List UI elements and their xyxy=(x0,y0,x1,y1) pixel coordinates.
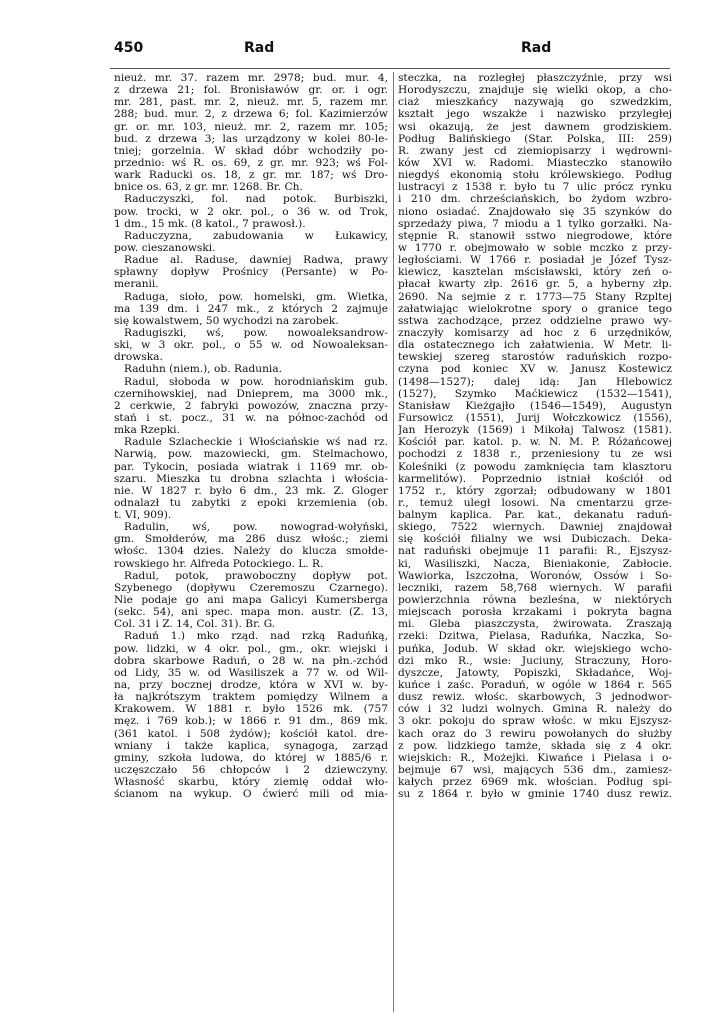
text-line: Kościół par. katol. p. w. N. M. P. Różańcowej xyxy=(398,436,672,449)
text-line: z drzewa 21; fol. Bronisławów gr. or. i ogr. xyxy=(114,84,388,97)
text-line: (1527), Szymko Maćkiewicz (1532—1541), xyxy=(398,387,672,400)
text-line: wsi okazują, że jest dawnem grodziskiem. xyxy=(398,120,672,133)
text-line: (sekc. 54), ani spec. mapa mon. austr. (Z. 13, xyxy=(114,606,388,619)
text-line: 1 dm., 15 mk. (8 katol., 7 prawosł.). xyxy=(114,217,306,230)
text-line: Stanisław Kieżgajło (1546—1549), Augustyn xyxy=(398,399,672,412)
text-line: ski, w 3 okr. pol., o 55 w. od Nowoaleksan- xyxy=(114,339,388,352)
text-line: ścianom na wykup. O ćwierć mili od mia- xyxy=(114,788,388,801)
text-line: gr. or. mr. 103, nieuż. mr. 2, razem mr. 105; xyxy=(114,120,388,133)
text-line: dyszcze, Jatowty, Popiszki, Składańce, Woj- xyxy=(398,666,672,679)
text-line: ciaż mieszkańcy nazywają go szwedzkim, xyxy=(398,96,672,109)
text-line: płacał kwarty złp. 2616 gr. 5, a hyberny złp. xyxy=(398,278,672,291)
text-line: lustracyi z 1538 r. było tu 7 ulic prócz rynku xyxy=(398,181,672,194)
text-line: rowskiego hr. Alfreda Potockiego. L. R. xyxy=(114,557,324,570)
text-line: pochodzi z 1838 r., przeniesiony tu ze wsi xyxy=(398,448,672,461)
text-line: dusz rewiz. włośc. skarbowych, 3 jednodwor- xyxy=(398,691,672,704)
text-line: bud. z drzewa 3; las urządzony w kolei 80-le- xyxy=(114,132,388,145)
text-line: wiejskich: R., Możejki. Kiwańce i Pielasa i o- xyxy=(398,751,672,764)
right-column xyxy=(398,72,672,800)
text-line: Jan Herozyk (1569) i Mikołaj Talwosz (1581). xyxy=(398,424,672,437)
text-line: Horodyszczu, znajduje się wielki okop, a cho- xyxy=(398,84,672,97)
text-line: z pow. lidzkiego tamże, składa się z 4 okr. xyxy=(398,739,672,752)
running-head-right: Rad xyxy=(521,40,552,56)
text-line: dla ostatecznego ich załatwienia. W Metr. li- xyxy=(398,339,672,352)
left-column xyxy=(114,72,388,800)
text-line: dzi mko R., wsie: Juciuny, Straczuny, Horo- xyxy=(398,654,672,667)
text-line: przednio: wś R. os. 69, z gr. mr. 923; wś Fol- xyxy=(114,156,388,169)
header-rule xyxy=(110,68,670,69)
text-line: wniany i także kaplica, synagoga, zarząd xyxy=(114,739,388,752)
text-line: Szybenego (dopływu Czeremoszu Czarnego). xyxy=(114,581,388,594)
text-line: Radul, potok, prawoboczny dopływ pot. xyxy=(124,569,388,582)
text-line: pow. lidzki, w 4 okr. pol., gm., okr. wiejski i xyxy=(114,642,388,655)
page-header xyxy=(0,40,720,64)
text-line: 3 okr. pokoju do spraw włośc. w mku Ejszysz- xyxy=(398,715,672,728)
text-line: bejmuje 67 wsi, mających 536 dm., zamiesz- xyxy=(398,764,672,777)
text-line: spławny dopływ Prośnicy (Persante) w Po- xyxy=(114,266,388,279)
text-line: ła najkrótszym traktem pomiędzy Wilnem a xyxy=(114,691,388,704)
text-line: znaczyły komisarzy ad hoc z 6 urzędników, xyxy=(398,326,672,339)
text-line: karmelitów). Poprzednio istniał kościół od xyxy=(398,472,672,485)
text-line: kształt jego wszakże i nazwisko przyległej xyxy=(398,108,672,121)
text-line: 1752 r., który zgorzał; odbudowany w 1801 xyxy=(398,484,672,497)
text-line: pow. trocki, w 2 okr. pol., o 36 w. od Trok, xyxy=(114,205,388,218)
text-line: w 1770 r. obejmowało w sobie mczko z przy- xyxy=(398,241,672,254)
text-line: Własność skarbu, który ziemię oddał wło- xyxy=(114,776,388,789)
text-line: Raduhn (niem.), ob. Radunia. xyxy=(124,363,282,376)
text-line: t. VI, 909). xyxy=(114,509,172,522)
text-line: Podług Balińskiego (Star. Polska, III: 259) xyxy=(398,132,672,145)
text-line: Raduń 1.) mko rząd. nad rzką Raduńką, xyxy=(124,630,388,643)
text-line: się kowalstwem, 50 wychodzi na zarobek. xyxy=(114,314,339,327)
text-line: (1498—1527); dalej idą: Jan Hlebowicz xyxy=(398,375,672,388)
text-line: kuńce i zaśc. Poraduń, w ogóle w 1864 r. 565 xyxy=(398,679,672,692)
text-line: puńka, Jodub. W skład okr. wiejskiego wcho- xyxy=(398,642,672,655)
column-divider xyxy=(393,72,394,1012)
text-line: par. Tykocin, posiada wiatrak i 1169 mr. ob- xyxy=(114,460,388,473)
text-line: i 210 dm. chrześciańskich, bo żydom wzbro- xyxy=(398,193,672,206)
text-line: miejscach porosła krzakami i pokryta bagna xyxy=(398,606,672,619)
text-line: stępnie R. stanowił sstwo niegrodowe, które xyxy=(398,229,672,242)
text-line: tewskiej szereg starostów raduńskich rozpo- xyxy=(398,351,672,364)
text-line: na, przy bocznej drodze, która w XVI w. by- xyxy=(114,679,388,692)
text-line: Radul, słoboda w pow. horodniańskim gub. xyxy=(124,375,388,388)
text-line: drowska. xyxy=(114,351,163,364)
text-line: nat raduński obejmuje 11 parafii: R., Ejszysz- xyxy=(398,545,672,558)
text-line: Radule Szlacheckie i Włościańskie wś nad rz. xyxy=(124,436,388,449)
text-line: tniej; gorzelnia. W skład dóbr wchodziły po- xyxy=(114,144,388,157)
text-line: R. zwany jest cd ziemiopisarzy i wędrowni- xyxy=(398,144,672,157)
text-line: kach oraz do 3 rewiru powołanych do służby xyxy=(398,727,672,740)
text-line: Fursowicz (1551), Jurij Wołczkowicz (1556), xyxy=(398,411,672,424)
text-line: mr. 281, past. mr. 2, nieuż. mr. 5, razem mr. xyxy=(114,96,388,109)
text-line: rzeki: Dzitwa, Pielasa, Raduńka, Naczka, So- xyxy=(398,630,672,643)
text-line: wark Raducki os. 18, z gr. mr. 187; wś Dro- xyxy=(114,169,388,182)
text-line: kałych przez 6969 mk. włościan. Podług spi- xyxy=(398,776,672,789)
text-line: uczęszczało 56 chłopców i 2 dziewczyny. xyxy=(114,764,388,777)
text-line: 288; bud. mur. 2, z drzewa 6; fol. Kazimierzów xyxy=(114,108,388,121)
text-line: niegdyś ekonomią stołu królewskiego. Podług xyxy=(398,169,672,182)
text-line: Col. 31 i Z. 14, Col. 31). Br. G. xyxy=(114,618,276,631)
text-line: gminy, szkoła ludowa, do której w 1885/6 r. xyxy=(114,751,388,764)
text-line: Narwią, pow. mazowiecki, gm. Stelmachowo, xyxy=(114,448,388,461)
text-line: pow. cieszanowski. xyxy=(114,241,216,254)
text-line: gm. Smołderów, ma 286 dusz włośc.; ziemi xyxy=(114,533,388,546)
text-line: stań i st. pocz., 31 w. na północ-zachód od xyxy=(114,411,388,424)
text-line: ków XVI w. Radomi. Miasteczko stanowiło xyxy=(398,156,672,169)
text-line: dobra skarbowe Raduń, o 28 w. na płn.-zchód xyxy=(114,654,388,667)
text-line: balnym kaplica. Par. kat., dekanatu raduń- xyxy=(398,509,672,522)
running-head-left: Rad xyxy=(244,40,275,56)
text-line: czernihowskiej, nad Dnieprem, ma 3000 mk., xyxy=(114,387,388,400)
text-line: ców i 32 ludzi wolnych. Gmina R. należy do xyxy=(398,703,672,716)
text-line: Radulin, wś, pow. nowograd-wołyński, xyxy=(124,521,388,534)
text-line: odnalazł tu zabytki z epoki krzemienia (ob. xyxy=(114,496,388,509)
text-line: kiewicz, kasztelan mścisławski, który zeń o- xyxy=(398,266,672,279)
text-line: Raduczyzna, zabudowania w Łukawicy, xyxy=(124,229,388,242)
text-line: leczniki, razem 58,768 wiernych. W parafii xyxy=(398,581,672,594)
text-line: się kościół filialny we wsi Dubiczach. Deka- xyxy=(398,533,672,546)
text-line: skiego, 7522 wiernych. Dawniej znajdował xyxy=(398,521,672,534)
text-line: ma 139 dm. i 247 mk., z których 2 zajmuje xyxy=(114,302,388,315)
text-line: ki, Wasiliszki, Nacza, Bieniakonie, Zabłocie. xyxy=(398,557,672,570)
text-line: Wawiorka, Iszczołna, Woronów, Ossów i So- xyxy=(398,569,672,582)
text-line: bnice os. 63, z gr. mr. 1268. Br. Ch. xyxy=(114,181,303,194)
text-line: Koleśniki (z powodu zamknięcia tam klasztoru xyxy=(398,460,672,473)
text-line: mka Rzepki. xyxy=(114,424,180,437)
text-line: Raduga, sioło, pow. homelski, gm. Wietka, xyxy=(124,290,388,303)
text-line: steczka, na rozległej płaszczyźnie, przy wsi xyxy=(398,72,672,84)
text-line: sprzedaży piwa, 7 miodu a 1 tylko gorzałki. Na- xyxy=(398,217,672,230)
text-line: (361 katol. i 508 żydów); kościół katol. dre- xyxy=(114,727,388,740)
text-line: meranii. xyxy=(114,278,159,291)
text-line: Krakowem. W 1881 r. było 1526 mk. (757 xyxy=(114,703,388,716)
text-line: nie. W 1827 r. było 6 dm., 23 mk. Z. Gloger xyxy=(114,484,388,497)
text-line: niono osiadać. Znajdowało się 35 szynków do xyxy=(398,205,672,218)
text-line: szaru. Mieszka tu drobna szlachta i włościa- xyxy=(114,472,388,485)
text-line: czyna pod koniec XV w. Janusz Kostewicz xyxy=(398,363,672,376)
text-line: nieuż. mr. 37. razem mr. 2978; bud. mur. 4, xyxy=(114,72,388,84)
text-line: ległościami. W 1766 r. posiadał je Józef Tysz- xyxy=(398,254,672,267)
text-line: Radugiszki, wś, pow. nowoaleksandrow- xyxy=(124,326,388,339)
text-line: sstwa zachodzące, przez oddzielne prawo wy- xyxy=(398,314,672,327)
text-line: 2 cerkwie, 2 fabryki powozów, znaczna przy- xyxy=(114,399,388,412)
text-line: męz. i 769 kob.); w 1866 r. 91 dm., 869 mk. xyxy=(114,715,388,728)
text-line: od Lidy, 35 w. od Wasiliszek a 77 w. od Wil- xyxy=(114,666,388,679)
text-line: włośc. 1304 dzies. Należy do klucza smołde- xyxy=(114,545,388,558)
text-line: r., temuż uległ losowi. Na cmentarzu grze- xyxy=(398,496,672,509)
text-line: 2690. Na sejmie z r. 1773—75 Stany Rzpltej xyxy=(398,290,672,303)
page-number: 450 xyxy=(114,40,144,56)
text-line: Radue al. Raduse, dawniej Radwa, prawy xyxy=(124,254,388,267)
text-line: mi. Gleba piaszczysta, żwirowata. Zraszają xyxy=(398,618,672,631)
text-line: powierzchnia równa bezleśna, w niektórych xyxy=(398,594,672,607)
text-line: Raduczyszki, fol. nad potok. Burbiszki, xyxy=(124,193,388,206)
text-line: Nie podaje go ani mapa Galicyi Kumersberga xyxy=(114,594,388,607)
text-line: załatwiając wielokrotne spory o granice tego xyxy=(398,302,672,315)
text-line: su z 1864 r. było w gminie 1740 dusz rewiz. xyxy=(398,788,672,801)
